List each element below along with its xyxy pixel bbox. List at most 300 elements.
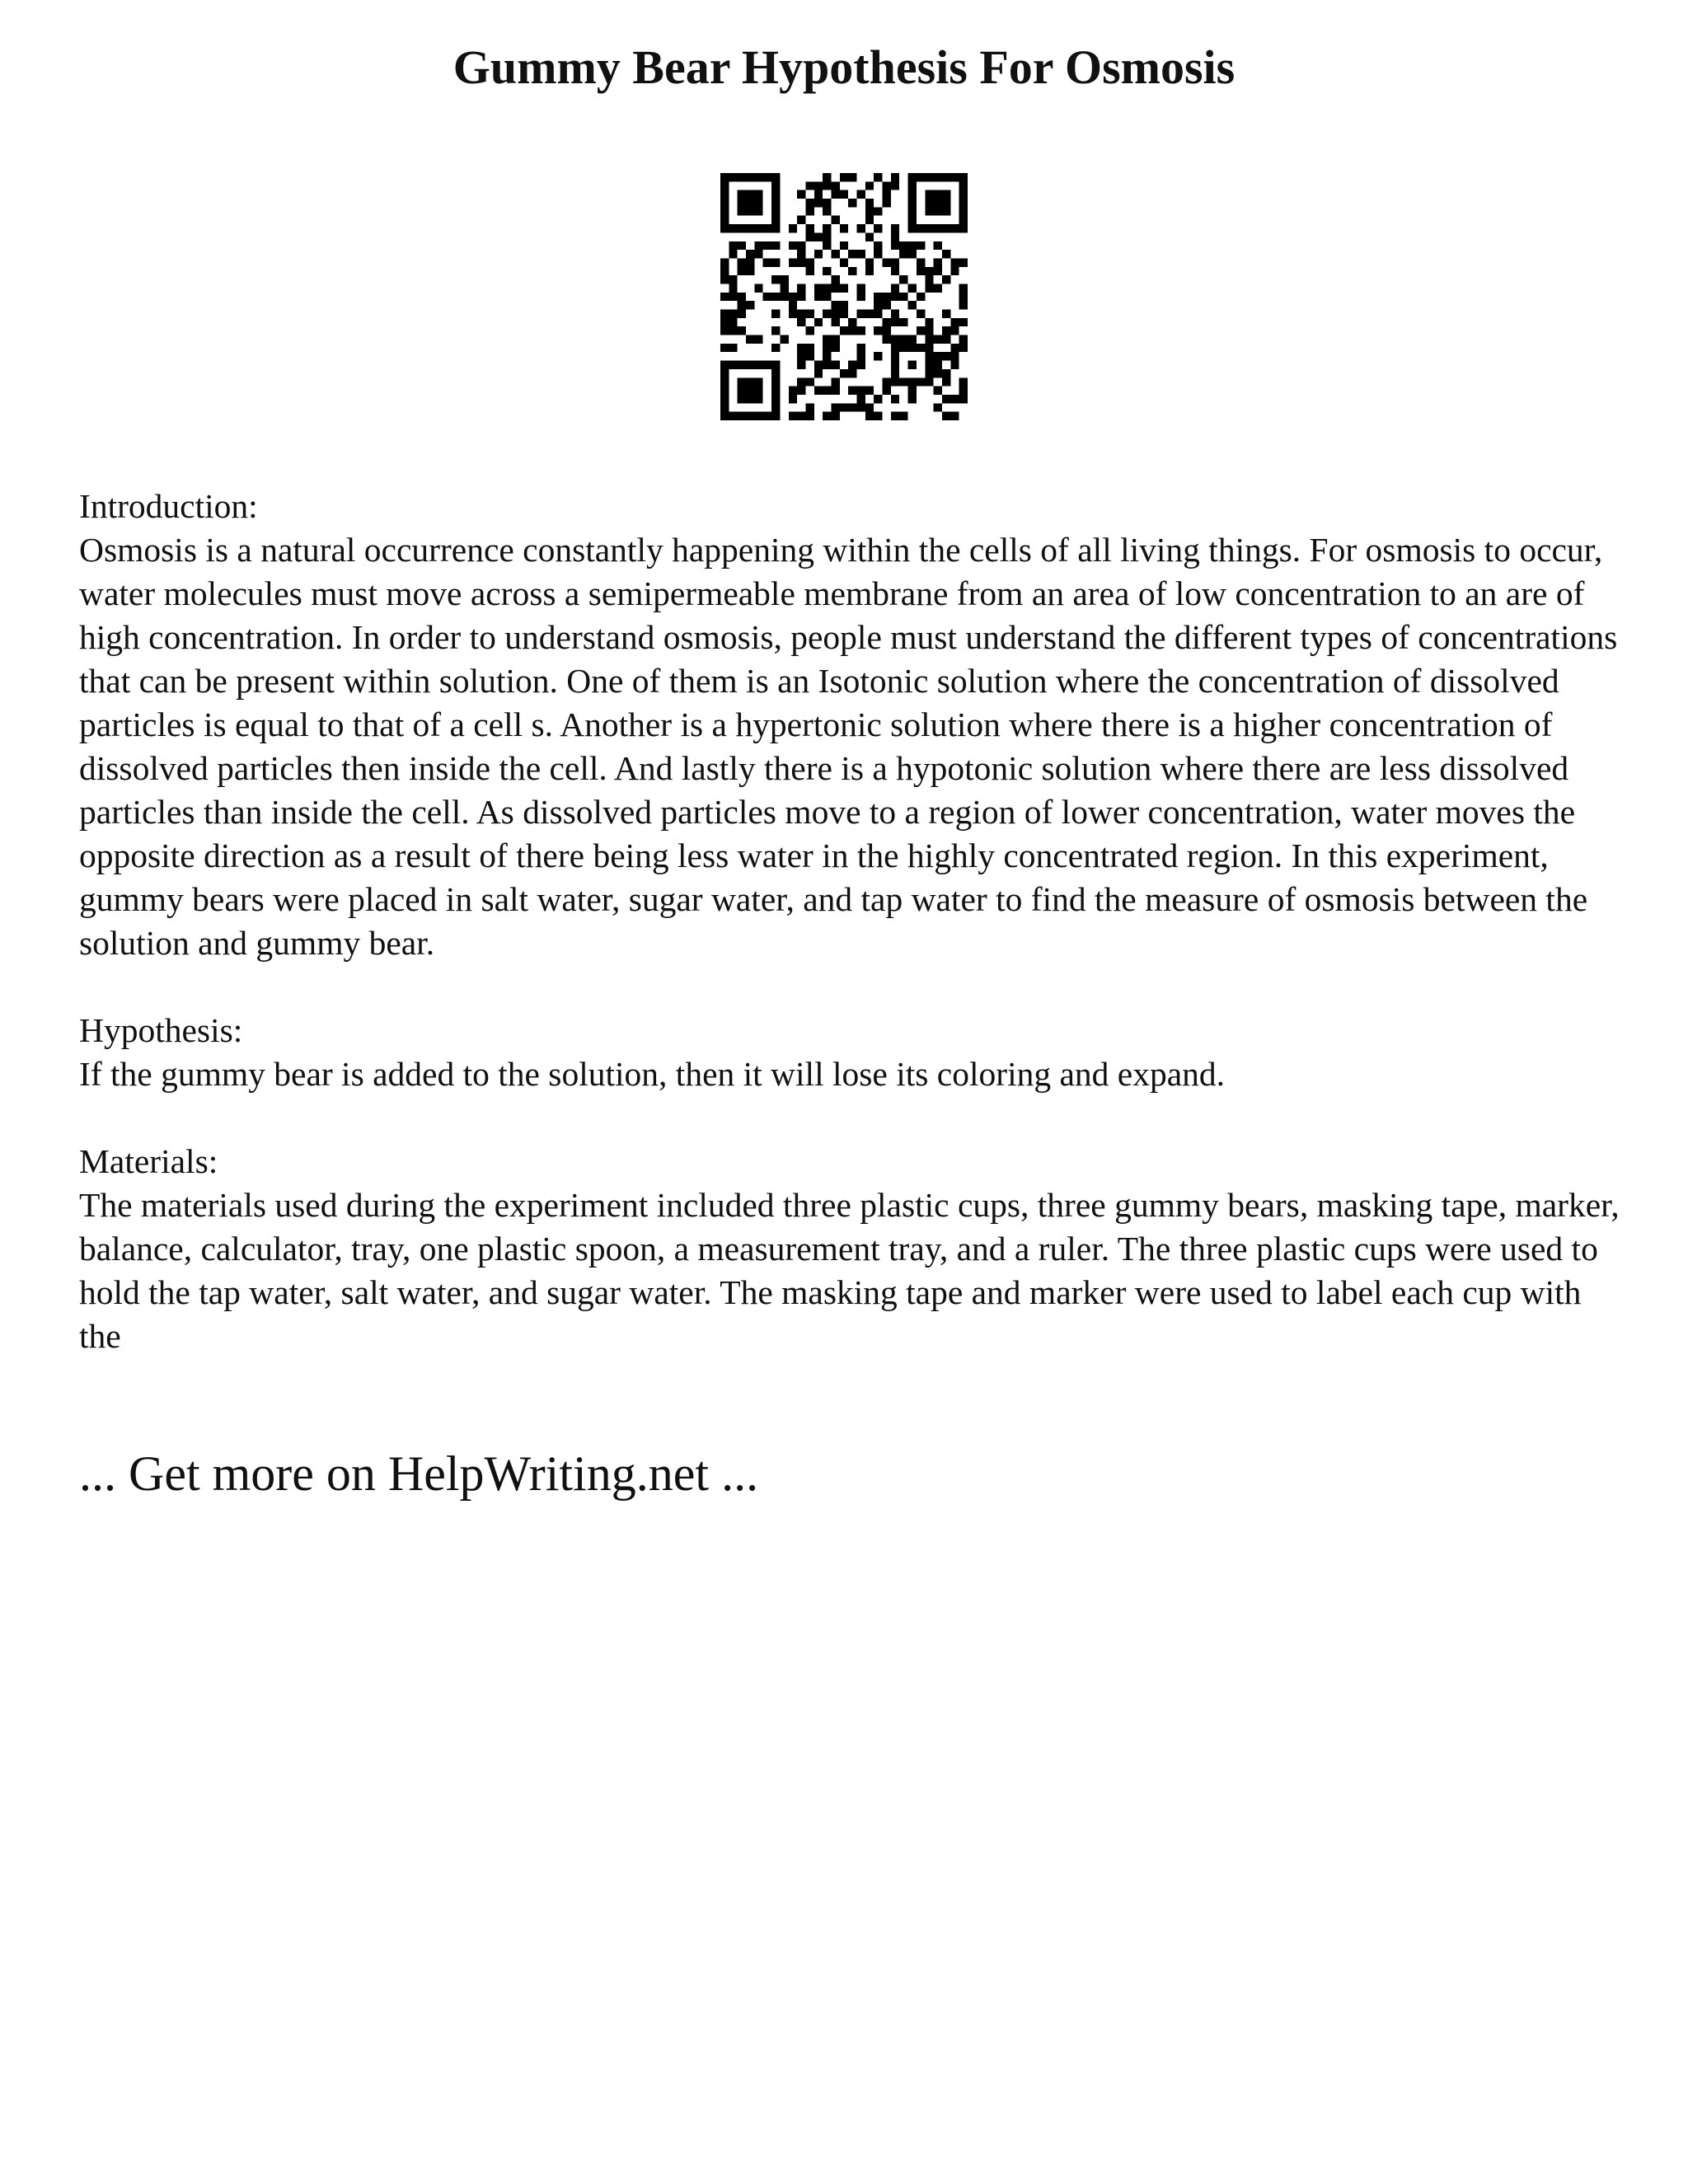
qr-module: [959, 190, 968, 199]
qr-module: [771, 293, 780, 301]
qr-module: [865, 310, 874, 318]
qr-module: [908, 361, 917, 369]
qr-module: [789, 224, 797, 232]
qr-module: [942, 326, 950, 335]
qr-module: [959, 293, 968, 301]
qr-module: [720, 344, 729, 352]
qr-module: [865, 216, 874, 224]
qr-module: [840, 284, 848, 292]
qr-module: [823, 232, 831, 241]
qr-module: [831, 301, 839, 309]
qr-module: [805, 207, 814, 215]
qr-module: [840, 258, 848, 266]
qr-module: [814, 199, 823, 207]
qr-module: [925, 207, 933, 215]
qr-module: [874, 241, 882, 250]
qr-module: [925, 318, 933, 326]
qr-module: [823, 267, 831, 275]
qr-module: [840, 241, 848, 250]
qr-module: [814, 181, 823, 190]
qr-module: [729, 241, 737, 250]
qr-module: [746, 207, 754, 215]
qr-module: [823, 293, 831, 301]
qr-module: [950, 267, 959, 275]
qr-module: [934, 352, 942, 360]
qr-module: [925, 352, 933, 360]
qr-module: [865, 207, 874, 215]
qr-module: [797, 377, 805, 386]
qr-module: [789, 258, 797, 266]
qr-module: [942, 352, 950, 360]
qr-module: [950, 318, 959, 326]
qr-module: [746, 301, 754, 309]
qr-module: [754, 241, 762, 250]
qr-module: [797, 344, 805, 352]
qr-module: [840, 190, 848, 199]
qr-module: [908, 199, 917, 207]
hypothesis-text: If the gummy bear is added to the solution, then it will lose its coloring and expand.: [79, 1055, 1225, 1093]
qr-module: [908, 216, 917, 224]
qr-module: [814, 318, 823, 326]
qr-module: [738, 207, 746, 215]
qr-module: [805, 352, 814, 360]
qr-module: [950, 395, 959, 403]
qr-module: [720, 199, 729, 207]
qr-module: [771, 199, 780, 207]
qr-module: [959, 377, 968, 386]
qr-module: [874, 173, 882, 181]
qr-module: [908, 181, 917, 190]
qr-module: [797, 190, 805, 199]
qr-module: [754, 224, 762, 232]
qr-module: [942, 275, 950, 284]
qr-module: [891, 344, 899, 352]
qr-module: [950, 326, 959, 335]
qr-module: [883, 181, 891, 190]
qr-module: [729, 326, 737, 335]
introduction-section: [79, 485, 1629, 965]
qr-module: [917, 267, 925, 275]
qr-module: [908, 344, 917, 352]
qr-module: [899, 335, 907, 344]
qr-module: [925, 377, 933, 386]
qr-module: [720, 190, 729, 199]
qr-module: [738, 310, 746, 318]
qr-module: [874, 301, 882, 309]
qr-module: [720, 403, 729, 411]
qr-module: [942, 173, 950, 181]
materials-section: [79, 1140, 1629, 1358]
qr-module: [917, 293, 925, 301]
qr-module: [805, 403, 814, 411]
qr-module: [934, 369, 942, 377]
qr-module: [917, 377, 925, 386]
qr-module: [934, 387, 942, 395]
qr-module: [754, 250, 762, 258]
qr-module: [891, 173, 899, 181]
qr-module: [754, 377, 762, 386]
qr-module: [934, 335, 942, 344]
qr-module: [950, 258, 959, 266]
qr-module: [883, 335, 891, 344]
qr-module: [738, 173, 746, 181]
qr-module: [729, 293, 737, 301]
qr-module: [959, 181, 968, 190]
qr-module: [934, 361, 942, 369]
qr-module: [840, 369, 848, 377]
qr-module: [771, 190, 780, 199]
qr-module: [797, 258, 805, 266]
qr-module: [959, 318, 968, 326]
qr-module: [959, 335, 968, 344]
qr-module: [959, 258, 968, 266]
hypothesis-heading: Hypothesis:: [79, 1011, 243, 1049]
qr-module: [874, 293, 882, 301]
qr-module: [874, 352, 882, 360]
qr-module: [771, 387, 780, 395]
qr-module: [797, 352, 805, 360]
qr-module: [865, 387, 874, 395]
qr-module: [823, 352, 831, 360]
qr-module: [934, 173, 942, 181]
qr-module: [771, 361, 780, 369]
qr-module: [831, 403, 839, 411]
qr-module: [771, 224, 780, 232]
qr-module: [729, 250, 737, 258]
qr-module: [899, 344, 907, 352]
qr-module: [840, 310, 848, 318]
qr-module: [805, 310, 814, 318]
qr-module: [831, 318, 839, 326]
qr-module: [874, 310, 882, 318]
qr-module: [848, 403, 856, 411]
qr-module: [771, 412, 780, 420]
qr-module: [738, 395, 746, 403]
qr-module: [738, 326, 746, 335]
qr-module: [823, 344, 831, 352]
qr-module: [746, 335, 754, 344]
qr-module: [942, 369, 950, 377]
qr-module: [925, 199, 933, 207]
qr-module: [780, 284, 788, 292]
qr-module: [934, 258, 942, 266]
qr-module: [720, 173, 729, 181]
qr-module: [891, 310, 899, 318]
qr-module: [942, 335, 950, 344]
qr-module: [823, 310, 831, 318]
introduction-text: Osmosis is a natural occurrence constantly happening within the cells of all living things. For osmosis to occur, water molecules must move across a semipermeable membrane from an area of low concentration to an are of high concentration. In order to understand osmosis, people must understand the different types of concentrations that can be present within solution. One of them is an Isotonic solution where the concentration of dissolved particles is equal to that of a cell s. Another is a hypertonic solution where there is a higher concentration of dissolved particles then inside the cell. And lastly there is a hypotonic solution where there are less dissolved particles than inside the cell. As dissolved particles move to a region of lower concentration, water moves the opposite direction as a result of there being less water in the highly concentrated region. In this experiment, gummy bears were placed in salt water, sugar water, and tap water to find the measure of osmosis between the solution and gummy bear.: [79, 531, 1618, 962]
qr-module: [797, 284, 805, 292]
qr-module: [848, 267, 856, 275]
qr-module: [746, 250, 754, 258]
qr-module: [925, 335, 933, 344]
qr-module: [934, 284, 942, 292]
qr-module: [891, 258, 899, 266]
qr-module: [797, 412, 805, 420]
qr-module: [814, 361, 823, 369]
qr-module: [891, 335, 899, 344]
qr-module: [754, 361, 762, 369]
qr-module: [942, 199, 950, 207]
qr-module: [823, 224, 831, 232]
qr-module: [797, 293, 805, 301]
qr-module: [729, 361, 737, 369]
qr-module: [874, 207, 882, 215]
qr-module: [917, 326, 925, 335]
qr-module: [797, 361, 805, 369]
qr-module: [754, 199, 762, 207]
qr-module: [908, 207, 917, 215]
qr-module: [746, 387, 754, 395]
qr-module: [763, 241, 771, 250]
qr-module: [771, 377, 780, 386]
qr-module: [840, 224, 848, 232]
get-more-link[interactable]: ... Get more on HelpWriting.net ...: [79, 1446, 759, 1501]
qr-module: [950, 344, 959, 352]
qr-module: [823, 173, 831, 181]
qr-module: [831, 284, 839, 292]
qr-module: [908, 241, 917, 250]
qr-module: [917, 173, 925, 181]
qr-module: [908, 224, 917, 232]
qr-module: [925, 344, 933, 352]
qr-module: [823, 335, 831, 344]
qr-module: [754, 173, 762, 181]
qr-module: [934, 190, 942, 199]
qr-module: [857, 224, 865, 232]
qr-module: [950, 412, 959, 420]
qr-module: [934, 403, 942, 411]
qr-module: [797, 250, 805, 258]
qr-module: [899, 250, 907, 258]
qr-module: [823, 241, 831, 250]
qr-module: [874, 326, 882, 335]
qr-module: [746, 173, 754, 181]
qr-module: [729, 412, 737, 420]
qr-module: [754, 395, 762, 403]
qr-module: [848, 173, 856, 181]
qr-module: [746, 190, 754, 199]
qr-module: [840, 326, 848, 335]
qr-module: [814, 284, 823, 292]
qr-module: [908, 335, 917, 344]
qr-module: [720, 318, 729, 326]
qr-module: [831, 216, 839, 224]
qr-module: [831, 181, 839, 190]
qr-module: [959, 301, 968, 309]
qr-module: [899, 275, 907, 284]
qr-module: [883, 293, 891, 301]
qr-module: [831, 250, 839, 258]
qr-module: [865, 258, 874, 266]
qr-module: [925, 267, 933, 275]
qr-module: [763, 224, 771, 232]
qr-module: [908, 387, 917, 395]
qr-module: [814, 232, 823, 241]
qr-module: [797, 310, 805, 318]
qr-module: [771, 258, 780, 266]
qr-module: [789, 293, 797, 301]
qr-module: [917, 344, 925, 352]
qr-module: [942, 207, 950, 215]
qr-module: [831, 412, 839, 420]
qr-module: [959, 284, 968, 292]
qr-module: [720, 258, 729, 266]
qr-module: [738, 267, 746, 275]
qr-module: [883, 258, 891, 266]
qr-module: [959, 216, 968, 224]
qr-module: [720, 326, 729, 335]
qr-module: [942, 250, 950, 258]
qr-module: [831, 275, 839, 284]
qr-module: [959, 224, 968, 232]
qr-module: [840, 301, 848, 309]
qr-module: [959, 395, 968, 403]
qr-module: [925, 190, 933, 199]
qr-module: [848, 326, 856, 335]
qr-module: [746, 361, 754, 369]
qr-module: [891, 377, 899, 386]
qr-module: [917, 310, 925, 318]
qr-module: [754, 412, 762, 420]
qr-module: [908, 377, 917, 386]
qr-module: [746, 412, 754, 420]
qr-module: [771, 275, 780, 284]
qr-module: [899, 377, 907, 386]
qr-module: [891, 284, 899, 292]
qr-module: [934, 199, 942, 207]
qr-module: [738, 377, 746, 386]
qr-module: [959, 344, 968, 352]
qr-module: [883, 387, 891, 395]
qr-module: [729, 318, 737, 326]
qr-module: [831, 361, 839, 369]
qr-module: [874, 395, 882, 403]
qr-module: [780, 275, 788, 284]
qr-module: [925, 369, 933, 377]
qr-module: [950, 173, 959, 181]
qr-module: [720, 369, 729, 377]
qr-module: [789, 310, 797, 318]
qr-module: [891, 395, 899, 403]
qr-module: [891, 181, 899, 190]
qr-module: [720, 275, 729, 284]
qr-module: [883, 301, 891, 309]
qr-module: [720, 310, 729, 318]
qr-module: [780, 335, 788, 344]
qr-module: [823, 207, 831, 215]
qr-module: [848, 250, 856, 258]
qr-module: [797, 216, 805, 224]
qr-module: [746, 267, 754, 275]
qr-module: [763, 173, 771, 181]
qr-module: [814, 293, 823, 301]
qr-module: [771, 173, 780, 181]
qr-module: [865, 267, 874, 275]
qr-module: [848, 361, 856, 369]
qr-module: [746, 224, 754, 232]
document-body: [79, 485, 1629, 1402]
qr-module: [899, 293, 907, 301]
qr-module: [959, 199, 968, 207]
qr-module: [746, 377, 754, 386]
qr-module: [720, 412, 729, 420]
qr-module: [720, 361, 729, 369]
qr-module: [891, 361, 899, 369]
qr-module: [942, 310, 950, 318]
qr-module: [908, 301, 917, 309]
qr-module: [720, 181, 729, 190]
qr-module: [738, 224, 746, 232]
qr-module: [823, 361, 831, 369]
qr-module: [934, 241, 942, 250]
qr-module: [814, 387, 823, 395]
qr-module: [883, 190, 891, 199]
qr-module: [738, 301, 746, 309]
qr-module: [959, 173, 968, 181]
qr-module: [823, 284, 831, 292]
qr-module: [823, 199, 831, 207]
qr-module: [771, 369, 780, 377]
page-title: Gummy Bear Hypothesis For Osmosis: [452, 40, 1236, 94]
qr-module: [874, 224, 882, 232]
qr-module: [720, 387, 729, 395]
qr-module: [729, 344, 737, 352]
qr-module: [865, 199, 874, 207]
qr-module: [857, 361, 865, 369]
qr-module: [891, 224, 899, 232]
qr-module: [805, 377, 814, 386]
qr-module: [771, 216, 780, 224]
qr-module: [891, 352, 899, 360]
qr-module: [891, 293, 899, 301]
qr-module: [848, 318, 856, 326]
qr-module: [857, 250, 865, 258]
qr-module: [831, 344, 839, 352]
qr-module: [763, 361, 771, 369]
qr-module: [738, 199, 746, 207]
qr-module: [771, 344, 780, 352]
qr-module: [883, 377, 891, 386]
qr-module: [763, 412, 771, 420]
qr-module: [814, 369, 823, 377]
qr-module: [908, 395, 917, 403]
qr-module: [942, 224, 950, 232]
qr-module: [857, 344, 865, 352]
qr-module: [942, 377, 950, 386]
qr-module: [891, 318, 899, 326]
qr-module: [754, 335, 762, 344]
qr-module: [780, 293, 788, 301]
qr-module: [950, 352, 959, 360]
qr-module: [789, 241, 797, 250]
qr-module: [746, 395, 754, 403]
qr-module: [738, 412, 746, 420]
qr-module: [840, 403, 848, 411]
qr-module: [771, 241, 780, 250]
qr-module: [857, 293, 865, 301]
qr-module: [959, 207, 968, 215]
qr-module: [831, 310, 839, 318]
qr-module: [891, 232, 899, 241]
qr-module: [908, 190, 917, 199]
qr-module: [771, 326, 780, 335]
qr-module: [908, 284, 917, 292]
qr-module: [754, 284, 762, 292]
qr-module: [908, 173, 917, 181]
qr-module: [925, 224, 933, 232]
qr-module: [797, 241, 805, 250]
